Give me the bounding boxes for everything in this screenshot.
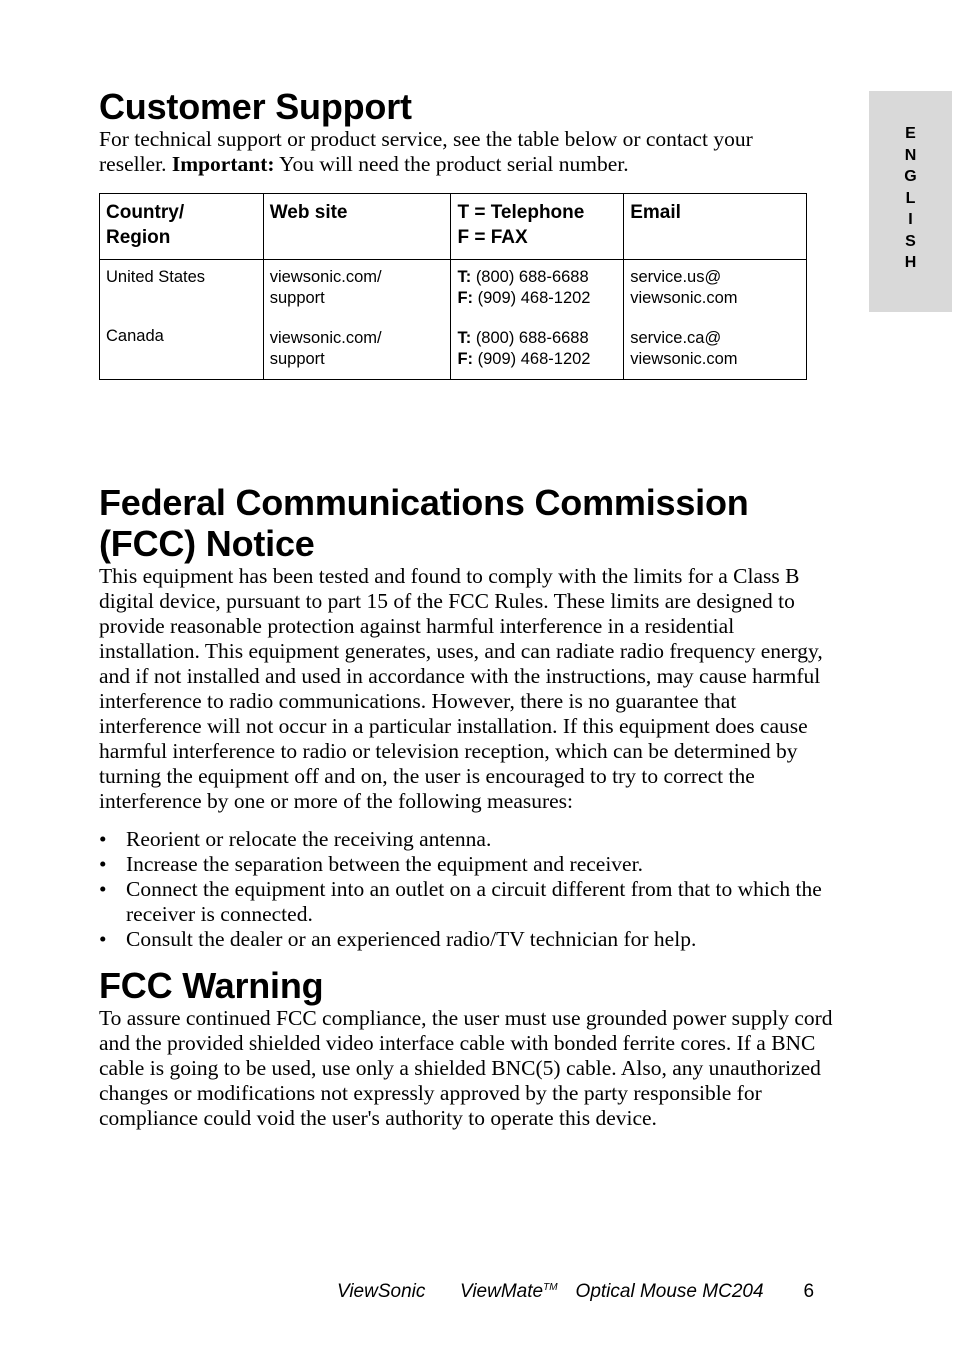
language-tab-letter: G [904, 168, 917, 185]
email-address[interactable]: service.ca@ [630, 329, 722, 347]
table-header-row [100, 194, 807, 260]
telephone-number: (800) 688-6688 [475, 329, 589, 347]
header-email: Email [624, 194, 807, 260]
bullet-icon: • [99, 877, 107, 901]
fax-number: (909) 468-1202 [477, 289, 591, 307]
page-footer [337, 1280, 814, 1304]
important-text: You will need the product serial number. [279, 152, 629, 176]
telephone-number: (800) 688-6688 [475, 268, 589, 286]
language-tab-letter: H [904, 254, 917, 271]
footer-product-model: Optical Mouse MC204 [575, 1281, 764, 1302]
page-number: 6 [803, 1281, 815, 1302]
cell-website: viewsonic.com/ support viewsonic.com/ support [263, 260, 451, 380]
website-link[interactable]: viewsonic.com/ [269, 329, 382, 347]
header-country-region: Country/ Region [100, 194, 264, 260]
language-tab [869, 91, 952, 312]
bullet-icon: • [99, 827, 107, 851]
header-website: Web site [263, 194, 451, 260]
list-item: • Consult the dealer or an experienced radio/TV technician for help. [99, 927, 697, 951]
list-item: • Increase the separation between the equipment and receiver. [99, 852, 643, 876]
language-tab-letter: E [905, 125, 916, 142]
fcc-notice-heading: Federal Communications Commission (FCC) Notice [99, 482, 749, 564]
support-contact-table [99, 193, 807, 380]
bullet-icon: • [99, 852, 107, 876]
language-tab-letter: S [905, 232, 916, 250]
language-tab-letter: I [908, 211, 913, 228]
important-label: Important: [171, 152, 275, 176]
language-tab-letter: N [904, 146, 917, 164]
intro-text: For technical support or product service, see the table below or contact your reseller. [99, 127, 753, 176]
bullet-icon: • [99, 927, 107, 951]
language-tab-letters [869, 123, 952, 274]
cell-telephone-fax: T: (800) 688-6688 F: (909) 468-1202 T: (800) 688-6688 F: (909) 468-1202 [451, 260, 624, 380]
customer-support-heading: Customer Support [99, 86, 412, 127]
fcc-measures-list [99, 827, 839, 952]
fcc-warning-heading: FCC Warning [99, 965, 324, 1006]
email-address[interactable]: service.us@ [630, 268, 722, 286]
website-link[interactable]: viewsonic.com/ [269, 268, 382, 286]
table-row [100, 260, 807, 380]
language-tab-letter: L [905, 189, 916, 207]
header-telephone-fax: T = Telephone F = FAX [451, 194, 624, 260]
footer-brand: ViewSonic [337, 1281, 426, 1302]
cell-country: United States Canada [100, 260, 264, 380]
fcc-notice-body: This equipment has been tested and found to comply with the limits for a Class B digital device, pursuant to part 15 of the FCC Rules. These limits are designed to provide reasonable protection against harmful interference in a residential installation. This equipment generates, uses, and can radiate radio frequency energy, and if not installed and used in accordance with the instructions, may cause harmful interference to radio communications. However, there is no guarantee that interference will not occur in a particular installation. If this equipment does cause harmful interference to radio or television reception, which can be determined by turning the equipment off and on, the user is encouraged to try to correct the interference by one or more of the following measures: [99, 564, 823, 813]
customer-support-intro [99, 127, 819, 177]
footer-product-name: ViewMateTM [460, 1281, 558, 1302]
fcc-warning-body: To assure continued FCC compliance, the user must use grounded power supply cord and the provided shielded video interface cable with bonded ferrite cores. If a BNC cable is going to be used, use only a shielded BNC(5) cable. Also, any unauthorized changes or modifications not expressly approved by the party responsible for compliance could void the user's authority to operate this device. [99, 1006, 833, 1130]
list-item: • Reorient or relocate the receiving antenna. [99, 827, 492, 851]
page-content [99, 84, 839, 1131]
fax-number: (909) 468-1202 [477, 350, 591, 368]
list-item: • Connect the equipment into an outlet on a circuit different from that to which the receiver is connected. [99, 877, 822, 926]
cell-email: service.us@ viewsonic.com service.ca@ viewsonic.com [624, 260, 807, 380]
